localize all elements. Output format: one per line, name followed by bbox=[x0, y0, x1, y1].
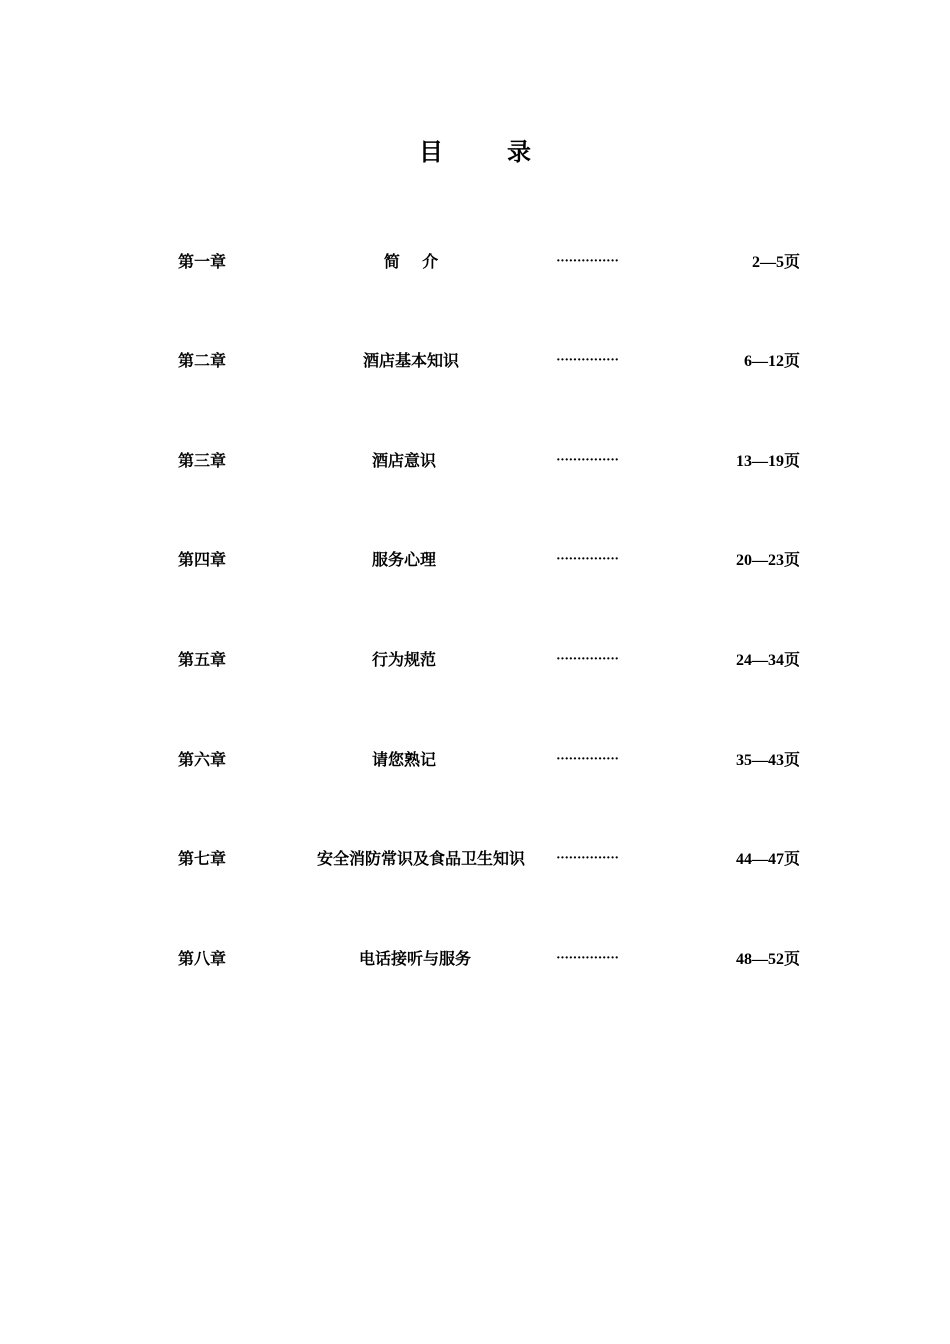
toc-chapter-number: 第二章 bbox=[178, 351, 227, 370]
toc-chapter-number: 第八章 bbox=[178, 949, 227, 968]
page-title bbox=[0, 132, 950, 167]
toc-dot-leader: ··············· bbox=[556, 453, 619, 468]
page-range-value: 44—47 bbox=[735, 851, 784, 868]
page-range-value: 6—12 bbox=[743, 353, 784, 370]
toc-page-range bbox=[744, 349, 800, 374]
toc-entry bbox=[0, 748, 950, 772]
toc-dot-leader: ··············· bbox=[556, 752, 619, 767]
toc-dot-leader: ··············· bbox=[556, 254, 619, 269]
toc-chapter-title: 安全消防常识及食品卫生知识 bbox=[316, 849, 525, 868]
toc-chapter-number: 第六章 bbox=[178, 750, 227, 769]
toc-page-range bbox=[736, 748, 800, 773]
page-unit: 页 bbox=[783, 252, 800, 271]
toc-chapter-title: 酒店基本知识 bbox=[362, 351, 459, 370]
title-char-1: 目 bbox=[419, 137, 443, 166]
toc-dot-leader: ··············· bbox=[556, 552, 619, 567]
toc-entry bbox=[0, 548, 950, 572]
toc-page-range bbox=[736, 548, 800, 573]
page-unit: 页 bbox=[783, 550, 800, 569]
toc-dot-leader: ··············· bbox=[556, 652, 619, 667]
toc-chapter-number: 第三章 bbox=[178, 451, 227, 470]
toc-page-range bbox=[736, 947, 800, 972]
toc-chapter-title: 服务心理 bbox=[371, 550, 436, 569]
title-char-2: 录 bbox=[507, 137, 531, 166]
toc-chapter-number: 第五章 bbox=[178, 650, 227, 669]
toc-entry bbox=[0, 250, 950, 274]
page-unit: 页 bbox=[783, 949, 800, 968]
toc-dot-leader: ··············· bbox=[556, 353, 619, 368]
page-unit: 页 bbox=[783, 750, 800, 769]
page-range-value: 20—23 bbox=[735, 552, 784, 569]
toc-dot-leader: ··············· bbox=[556, 851, 619, 866]
toc-chapter-number: 第一章 bbox=[178, 252, 227, 271]
page-unit: 页 bbox=[783, 650, 800, 669]
toc-entry bbox=[0, 847, 950, 871]
page-range-value: 35—43 bbox=[735, 752, 784, 769]
toc-chapter-title: 行为规范 bbox=[371, 650, 436, 669]
page-range-value: 48—52 bbox=[735, 951, 784, 968]
toc-chapter-title: 电话接听与服务 bbox=[358, 949, 471, 968]
toc-entry bbox=[0, 449, 950, 473]
toc-chapter-title: 请您熟记 bbox=[371, 750, 436, 769]
page-unit: 页 bbox=[783, 451, 800, 470]
page-range-value: 2—5 bbox=[751, 254, 784, 271]
toc-chapter-title: 酒店意识 bbox=[371, 451, 436, 470]
toc-chapter-number: 第七章 bbox=[178, 849, 227, 868]
page-range-value: 13—19 bbox=[735, 453, 784, 470]
page-unit: 页 bbox=[783, 351, 800, 370]
toc-dot-leader: ··············· bbox=[556, 951, 619, 966]
toc-chapter-title: 简 介 bbox=[383, 252, 439, 271]
page-range-value: 24—34 bbox=[735, 652, 784, 669]
toc-page-range bbox=[736, 648, 800, 673]
toc-entry bbox=[0, 947, 950, 971]
toc-page-range bbox=[752, 250, 800, 275]
page-unit: 页 bbox=[783, 849, 800, 868]
toc-page-range bbox=[736, 449, 800, 474]
toc-chapter-number: 第四章 bbox=[178, 550, 227, 569]
toc-entry bbox=[0, 349, 950, 373]
toc-page-range bbox=[736, 847, 800, 872]
toc-entry bbox=[0, 648, 950, 672]
